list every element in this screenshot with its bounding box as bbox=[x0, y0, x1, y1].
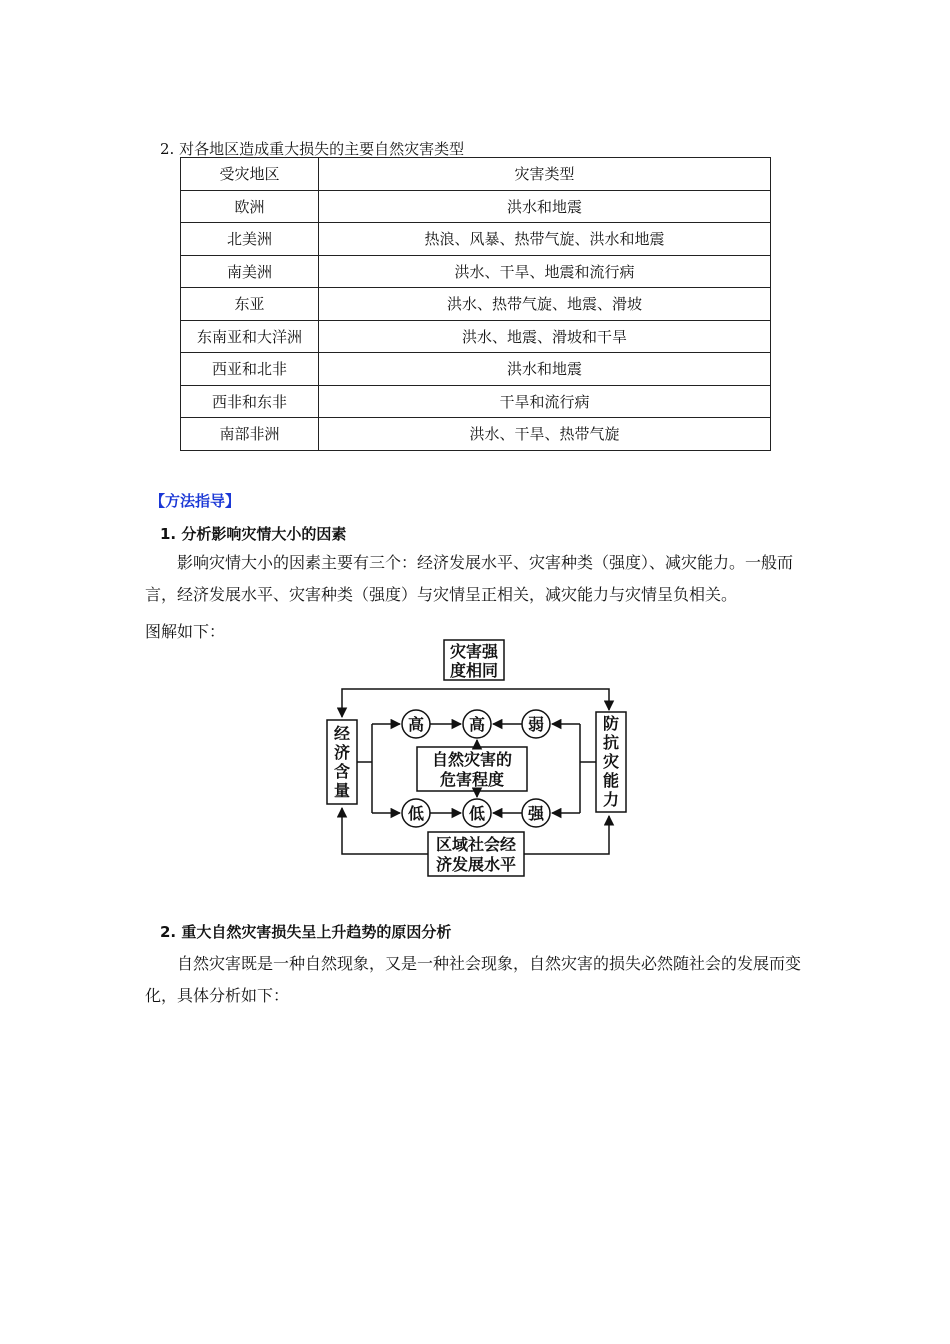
table-row bbox=[181, 320, 771, 353]
table-header-region: 受灾地区 bbox=[181, 158, 319, 191]
bottom-box-line-2: 济发展水平 bbox=[435, 855, 517, 874]
region-cell: 东南亚和大洋洲 bbox=[181, 320, 319, 353]
left-box-char-3: 含 bbox=[333, 762, 351, 781]
circle-high-mid-label: 高 bbox=[468, 715, 486, 734]
disaster-type-cell: 干旱和流行病 bbox=[319, 385, 771, 418]
left-box-char-1: 经 bbox=[333, 724, 351, 743]
region-cell: 欧洲 bbox=[181, 190, 319, 223]
point-1-title: 1. 分析影响灾情大小的因素 bbox=[160, 525, 347, 543]
table-header-row bbox=[181, 158, 771, 191]
circle-low-mid-label: 低 bbox=[468, 804, 486, 823]
right-box-char-2: 抗 bbox=[602, 733, 620, 752]
table-header-type: 灾害类型 bbox=[319, 158, 771, 191]
right-box-char-5: 力 bbox=[602, 790, 620, 809]
disaster-factor-diagram bbox=[320, 632, 630, 882]
right-box-char-4: 能 bbox=[602, 771, 620, 790]
center-box-line-2: 危害程度 bbox=[439, 770, 505, 789]
left-box-char-4: 量 bbox=[333, 781, 351, 800]
table-row bbox=[181, 385, 771, 418]
disaster-type-cell: 洪水、热带气旋、地震、滑坡 bbox=[319, 288, 771, 321]
disaster-type-cell: 洪水和地震 bbox=[319, 190, 771, 223]
bottom-box-line-1: 区域社会经 bbox=[435, 835, 517, 854]
table-row bbox=[181, 288, 771, 321]
table-row bbox=[181, 255, 771, 288]
point-1-paragraph: 影响灾情大小的因素主要有三个：经济发展水平、灾害种类（强度）、减灾能力。一般而言，经济发展水平、灾害种类（强度）与灾情呈正相关，减灾能力与灾情呈负相关。 bbox=[145, 553, 794, 604]
circle-strong-label: 强 bbox=[527, 804, 545, 823]
center-box-line-1: 自然灾害的 bbox=[431, 750, 513, 769]
region-cell: 南美洲 bbox=[181, 255, 319, 288]
point-2-title: 2. 重大自然灾害损失呈上升趋势的原因分析 bbox=[160, 923, 452, 941]
left-box-char-2: 济 bbox=[333, 743, 351, 762]
region-cell: 北美洲 bbox=[181, 223, 319, 256]
table-row bbox=[181, 418, 771, 451]
circle-weak-label: 弱 bbox=[527, 715, 545, 734]
right-box-char-1: 防 bbox=[602, 714, 620, 733]
table-row bbox=[181, 190, 771, 223]
circle-low-left-label: 低 bbox=[407, 804, 425, 823]
disaster-type-table bbox=[180, 157, 771, 451]
top-box-line-1: 灾害强 bbox=[449, 642, 499, 661]
region-cell: 西亚和北非 bbox=[181, 353, 319, 386]
disaster-type-cell: 洪水和地震 bbox=[319, 353, 771, 386]
disaster-type-cell: 洪水、地震、滑坡和干旱 bbox=[319, 320, 771, 353]
point-1-diagram-intro: 图解如下： bbox=[145, 622, 226, 641]
point-2-paragraph: 自然灾害既是一种自然现象，又是一种社会现象，自然灾害的损失必然随社会的发展而变化，具体分析如下： bbox=[145, 954, 802, 1005]
top-box-line-2: 度相同 bbox=[449, 661, 499, 680]
region-cell: 西非和东非 bbox=[181, 385, 319, 418]
disaster-type-cell: 洪水、干旱、热带气旋 bbox=[319, 418, 771, 451]
circle-high-left-label: 高 bbox=[407, 715, 425, 734]
method-guide-title: 【方法指导】 bbox=[150, 492, 241, 510]
disaster-type-cell: 热浪、风暴、热带气旋、洪水和地震 bbox=[319, 223, 771, 256]
table-row bbox=[181, 353, 771, 386]
table-row bbox=[181, 223, 771, 256]
disaster-type-cell: 洪水、干旱、地震和流行病 bbox=[319, 255, 771, 288]
right-box-char-3: 灾 bbox=[602, 752, 620, 771]
section-2-title: 2. 对各地区造成重大损失的主要自然灾害类型 bbox=[160, 140, 465, 158]
region-cell: 南部非洲 bbox=[181, 418, 319, 451]
region-cell: 东亚 bbox=[181, 288, 319, 321]
